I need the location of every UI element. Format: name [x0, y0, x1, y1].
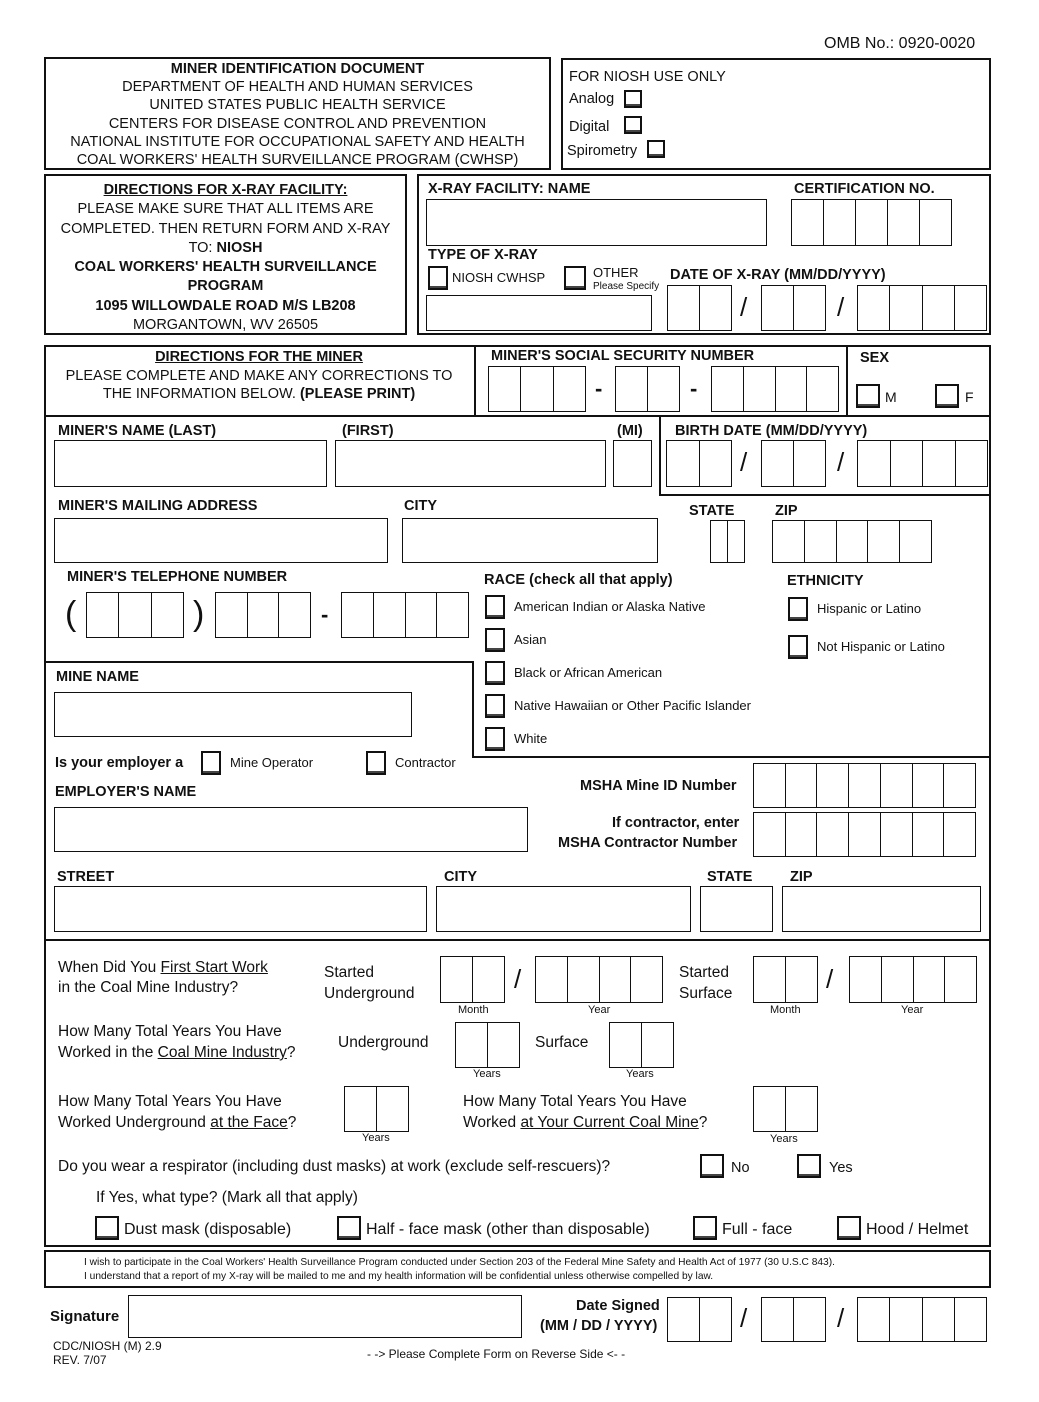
other-specify-input[interactable] — [426, 295, 652, 331]
employer-street-input[interactable] — [54, 886, 427, 932]
text: First Start Work — [160, 959, 268, 976]
date-separator: / — [740, 1303, 748, 1333]
niosh-use-title: FOR NIOSH USE ONLY — [569, 69, 726, 85]
first-name-label: (FIRST) — [342, 423, 394, 439]
last-name-input[interactable] — [54, 440, 327, 487]
respirator-no-checkbox[interactable] — [700, 1154, 724, 1178]
hispanic-checkbox[interactable] — [788, 597, 808, 621]
text-line: 1095 WILLOWDALE ROAD M/S LB208 — [95, 297, 356, 314]
zip-input[interactable] — [772, 520, 932, 563]
dust-mask-checkbox[interactable] — [95, 1216, 119, 1240]
consent-text: I understand that a report of my X-ray will be mailed to me and my health information will be confidential unless otherwise compelled by law. — [84, 1271, 714, 1282]
header-line: NATIONAL INSTITUTE FOR OCCUPATIONAL SAFETY AND HEALTH — [70, 133, 525, 150]
digital-checkbox[interactable] — [624, 116, 642, 134]
respirator-question: Do you wear a respirator (including dust masks) at work (exclude self-rescuers)? — [58, 1158, 611, 1175]
divider — [44, 415, 991, 417]
employer-city-label: CITY — [444, 869, 478, 885]
start-surface-month[interactable] — [753, 956, 818, 1003]
start-underground-month[interactable] — [440, 956, 505, 1003]
mi-input[interactable] — [613, 440, 652, 487]
msha-mine-id-label: MSHA Mine ID Number — [580, 778, 737, 794]
employer-street-label: STREET — [57, 869, 115, 885]
divider — [44, 661, 473, 663]
date-separator: / — [837, 292, 845, 322]
xray-date-year[interactable] — [857, 285, 987, 331]
text: Worked in the — [58, 1044, 158, 1061]
full-face-label: Full - face — [722, 1221, 793, 1238]
analog-checkbox[interactable] — [624, 90, 642, 108]
month-caption: Month — [770, 1004, 801, 1016]
years-caption: Years — [770, 1133, 798, 1145]
text-line: COMPLETED. THEN RETURN FORM AND X-RAY — [60, 220, 391, 237]
phone-prefix[interactable] — [215, 592, 311, 638]
mine-name-input[interactable] — [54, 692, 412, 737]
total-surface-years[interactable] — [609, 1022, 674, 1068]
text-line: COAL WORKERS' HEALTH SURVEILLANCE — [74, 259, 377, 276]
other-hint: Please Specify — [593, 281, 660, 292]
first-name-input[interactable] — [335, 440, 606, 487]
reverse-side-note: - -> Please Complete Form on Reverse Side <- - — [367, 1347, 626, 1361]
date-signed-label: Date Signed — [576, 1298, 660, 1314]
text-line — [46, 385, 472, 404]
zip-label: ZIP — [775, 503, 798, 519]
paren-open: ( — [65, 595, 77, 633]
phone-line[interactable] — [341, 592, 469, 638]
mine-operator-checkbox[interactable] — [201, 751, 221, 775]
started-underground-label: Started — [324, 964, 374, 981]
header-line: UNITED STATES PUBLIC HEALTH SERVICE — [149, 97, 446, 114]
xray-directions-text — [46, 181, 405, 335]
other-label: OTHER — [593, 265, 639, 280]
text: (PLEASE PRINT) — [299, 386, 416, 402]
xray-date-day[interactable] — [761, 285, 826, 331]
msha-contractor-input[interactable] — [753, 812, 976, 857]
msha-contractor-label: If contractor, enter — [612, 815, 740, 831]
consent-text: I wish to participate in the Coal Workers' Health Surveillance Program conducted under Section 203 of the Federal Mine Safety and Health Act of 1977 (30 U.S.C 843). — [84, 1257, 835, 1268]
current-mine-question: How Many Total Years You Have — [463, 1093, 687, 1110]
ssn-part3[interactable] — [711, 366, 839, 412]
date-separator: / — [837, 1303, 845, 1333]
mailing-address-label: MINER'S MAILING ADDRESS — [58, 498, 258, 514]
ssn-part2[interactable] — [615, 366, 680, 412]
contractor-label: Contractor — [395, 755, 456, 770]
text: THE INFORMATION BELOW. — [102, 386, 300, 402]
text-line: PROGRAM — [187, 278, 264, 295]
sex-f-label: F — [965, 389, 974, 405]
text: ? — [698, 1114, 708, 1131]
total-years-question: How Many Total Years You Have — [58, 1023, 282, 1040]
certification-label: CERTIFICATION NO. — [794, 181, 935, 197]
respirator-type-question: If Yes, what type? (Mark all that apply) — [96, 1189, 358, 1206]
race-checkbox-black[interactable] — [485, 661, 505, 685]
race-checkbox-american-indian[interactable] — [485, 595, 505, 619]
face-years-input[interactable] — [344, 1086, 409, 1132]
xray-directions-title: DIRECTIONS FOR X-RAY FACILITY: — [103, 182, 348, 198]
header-line: CENTERS FOR DISEASE CONTROL AND PREVENTION — [108, 115, 487, 132]
mi-label: (MI) — [617, 423, 643, 439]
mailing-address-input[interactable] — [54, 518, 388, 563]
msha-mine-id-input[interactable] — [753, 763, 976, 808]
revision: REV. 7/07 — [53, 1353, 107, 1367]
date-separator: / — [740, 447, 748, 477]
signature-label: Signature — [50, 1308, 120, 1325]
signed-year[interactable] — [857, 1297, 987, 1342]
date-separator: / — [837, 447, 845, 477]
header-line: COAL WORKERS' HEALTH SURVEILLANCE PROGRAM (CWHSP) — [76, 152, 519, 169]
ethnicity-label: ETHNICITY — [787, 573, 864, 589]
mine-operator-label: Mine Operator — [230, 755, 314, 770]
employer-name-label: EMPLOYER'S NAME — [55, 784, 197, 800]
race-option-label: Native Hawaiian or Other Pacific Islander — [514, 698, 751, 713]
form-number: CDC/NIOSH (M) 2.9 — [53, 1339, 162, 1353]
current-mine-question-line2 — [463, 1114, 707, 1132]
divider — [846, 345, 848, 416]
race-label: RACE (check all that apply) — [484, 572, 673, 588]
text: at Your Current Coal Mine — [520, 1114, 699, 1131]
text: ? — [286, 1044, 296, 1061]
city-label: CITY — [404, 498, 438, 514]
started-underground-label: Underground — [324, 985, 415, 1002]
hispanic-label: Hispanic or Latino — [817, 601, 922, 616]
text-line — [46, 239, 405, 258]
hood-helmet-checkbox[interactable] — [837, 1216, 861, 1240]
divider — [474, 345, 476, 416]
signed-day[interactable] — [761, 1297, 826, 1342]
text: TO: — [188, 239, 217, 256]
city-input[interactable] — [402, 518, 658, 563]
birth-day[interactable] — [761, 440, 826, 487]
date-separator: / — [514, 964, 522, 994]
start-underground-year[interactable] — [535, 956, 663, 1003]
divider — [659, 494, 991, 496]
date-signed-format: (MM / DD / YYYY) — [540, 1318, 658, 1334]
birth-month[interactable] — [666, 440, 732, 487]
started-surface-label: Started — [679, 964, 729, 981]
phone-separator: - — [321, 602, 329, 627]
niosh-cwhsp-checkbox[interactable] — [428, 266, 448, 290]
divider — [659, 415, 661, 495]
race-checkbox-pacific-islander[interactable] — [485, 694, 505, 718]
employer-name-input[interactable] — [54, 807, 528, 852]
half-face-checkbox[interactable] — [337, 1216, 361, 1240]
miner-directions — [46, 348, 472, 404]
omb-number: OMB No.: 0920-0020 — [824, 35, 976, 52]
text: When Did You — [58, 959, 161, 976]
birth-date-label: BIRTH DATE (MM/DD/YYYY) — [675, 423, 868, 439]
analog-label: Analog — [569, 91, 615, 107]
employer-zip-input[interactable] — [782, 886, 981, 932]
sex-m-label: M — [885, 389, 897, 405]
years-caption: Years — [362, 1132, 390, 1144]
sex-m-checkbox[interactable] — [856, 384, 880, 408]
miner-directions-title: DIRECTIONS FOR THE MINER — [155, 349, 363, 365]
text-line: MORGANTOWN, WV 26505 — [132, 317, 319, 334]
first-start-question — [58, 959, 268, 977]
half-face-label: Half - face mask (other than disposable) — [366, 1221, 650, 1238]
facility-name-label: X-RAY FACILITY: NAME — [428, 181, 591, 197]
date-separator: / — [740, 292, 748, 322]
race-checkbox-asian[interactable] — [485, 628, 505, 652]
race-option-label: American Indian or Alaska Native — [514, 599, 706, 614]
race-option-label: White — [514, 731, 548, 746]
year-caption: Year — [588, 1004, 611, 1016]
header-line: DEPARTMENT OF HEALTH AND HUMAN SERVICES — [122, 79, 473, 96]
last-name-label: MINER'S NAME (LAST) — [58, 423, 217, 439]
text: Worked Underground — [58, 1114, 211, 1131]
text-line: PLEASE COMPLETE AND MAKE ANY CORRECTIONS TO — [65, 367, 453, 384]
face-years-question: How Many Total Years You Have — [58, 1093, 282, 1110]
birth-year[interactable] — [857, 440, 988, 487]
xray-date-label: DATE OF X-RAY (MM/DD/YYYY) — [670, 267, 886, 283]
spirometry-checkbox[interactable] — [647, 140, 665, 158]
total-underground-years[interactable] — [455, 1022, 520, 1068]
full-face-checkbox[interactable] — [693, 1216, 717, 1240]
sex-label: SEX — [860, 350, 890, 366]
sex-f-checkbox[interactable] — [935, 384, 959, 408]
current-mine-years-input[interactable] — [753, 1086, 818, 1132]
year-caption: Year — [901, 1004, 924, 1016]
text: ? — [287, 1114, 297, 1131]
digital-label: Digital — [569, 119, 610, 135]
phone-area-code[interactable] — [86, 592, 184, 638]
employer-state-label: STATE — [707, 869, 753, 885]
race-checkbox-white[interactable] — [485, 727, 505, 751]
divider — [472, 661, 474, 757]
race-option-label: Asian — [514, 632, 547, 647]
certification-input[interactable] — [791, 199, 952, 246]
ssn-separator: - — [690, 376, 698, 401]
signed-month[interactable] — [667, 1297, 732, 1342]
other-checkbox[interactable] — [564, 266, 586, 290]
ssn-separator: - — [595, 376, 603, 401]
signature-input[interactable] — [128, 1295, 522, 1338]
respirator-yes-checkbox[interactable] — [797, 1154, 821, 1178]
text: at the Face — [210, 1114, 288, 1131]
form-title: MINER IDENTIFICATION DOCUMENT — [170, 61, 425, 77]
not-hispanic-checkbox[interactable] — [788, 635, 808, 659]
employer-city-input[interactable] — [436, 886, 691, 932]
surface-label: Surface — [535, 1034, 589, 1051]
paren-close: ) — [193, 595, 205, 633]
employer-state-input[interactable] — [700, 886, 773, 932]
date-separator: / — [826, 964, 834, 994]
state-input[interactable] — [710, 520, 745, 563]
mine-name-label: MINE NAME — [56, 669, 139, 685]
telephone-label: MINER'S TELEPHONE NUMBER — [67, 569, 288, 585]
underground-label: Underground — [338, 1034, 429, 1051]
spirometry-label: Spirometry — [567, 143, 638, 159]
xray-type-label: TYPE OF X-RAY — [428, 247, 538, 263]
years-caption: Years — [626, 1068, 654, 1080]
facility-name-input[interactable] — [426, 199, 767, 246]
text: Coal Mine Industry — [157, 1044, 287, 1061]
ssn-part1[interactable] — [488, 366, 586, 412]
ssn-label: MINER'S SOCIAL SECURITY NUMBER — [491, 348, 755, 364]
total-years-question-line2 — [58, 1044, 296, 1062]
niosh-cwhsp-label: NIOSH CWHSP — [452, 270, 546, 285]
text-line: PLEASE MAKE SURE THAT ALL ITEMS ARE — [77, 201, 374, 218]
text: Worked — [463, 1114, 521, 1131]
first-start-question-line2: in the Coal Mine Industry? — [58, 979, 239, 996]
state-label: STATE — [689, 503, 735, 519]
started-surface-label: Surface — [679, 985, 733, 1002]
text: NIOSH — [216, 239, 263, 256]
xray-date-month[interactable] — [667, 285, 732, 331]
race-option-label: Black or African American — [514, 665, 663, 680]
face-years-question-line2 — [58, 1114, 296, 1132]
msha-contractor-label: MSHA Contractor Number — [558, 835, 738, 851]
employer-type-label: Is your employer a — [55, 755, 184, 771]
month-caption: Month — [458, 1004, 489, 1016]
divider — [472, 756, 991, 758]
respirator-no-label: No — [731, 1160, 750, 1176]
hood-helmet-label: Hood / Helmet — [866, 1221, 969, 1238]
start-surface-year[interactable] — [849, 956, 977, 1003]
contractor-checkbox[interactable] — [366, 751, 386, 775]
years-caption: Years — [473, 1068, 501, 1080]
header-text — [46, 60, 549, 169]
employer-zip-label: ZIP — [790, 869, 813, 885]
respirator-yes-label: Yes — [829, 1160, 853, 1176]
not-hispanic-label: Not Hispanic or Latino — [817, 639, 945, 654]
dust-mask-label: Dust mask (disposable) — [124, 1221, 292, 1238]
